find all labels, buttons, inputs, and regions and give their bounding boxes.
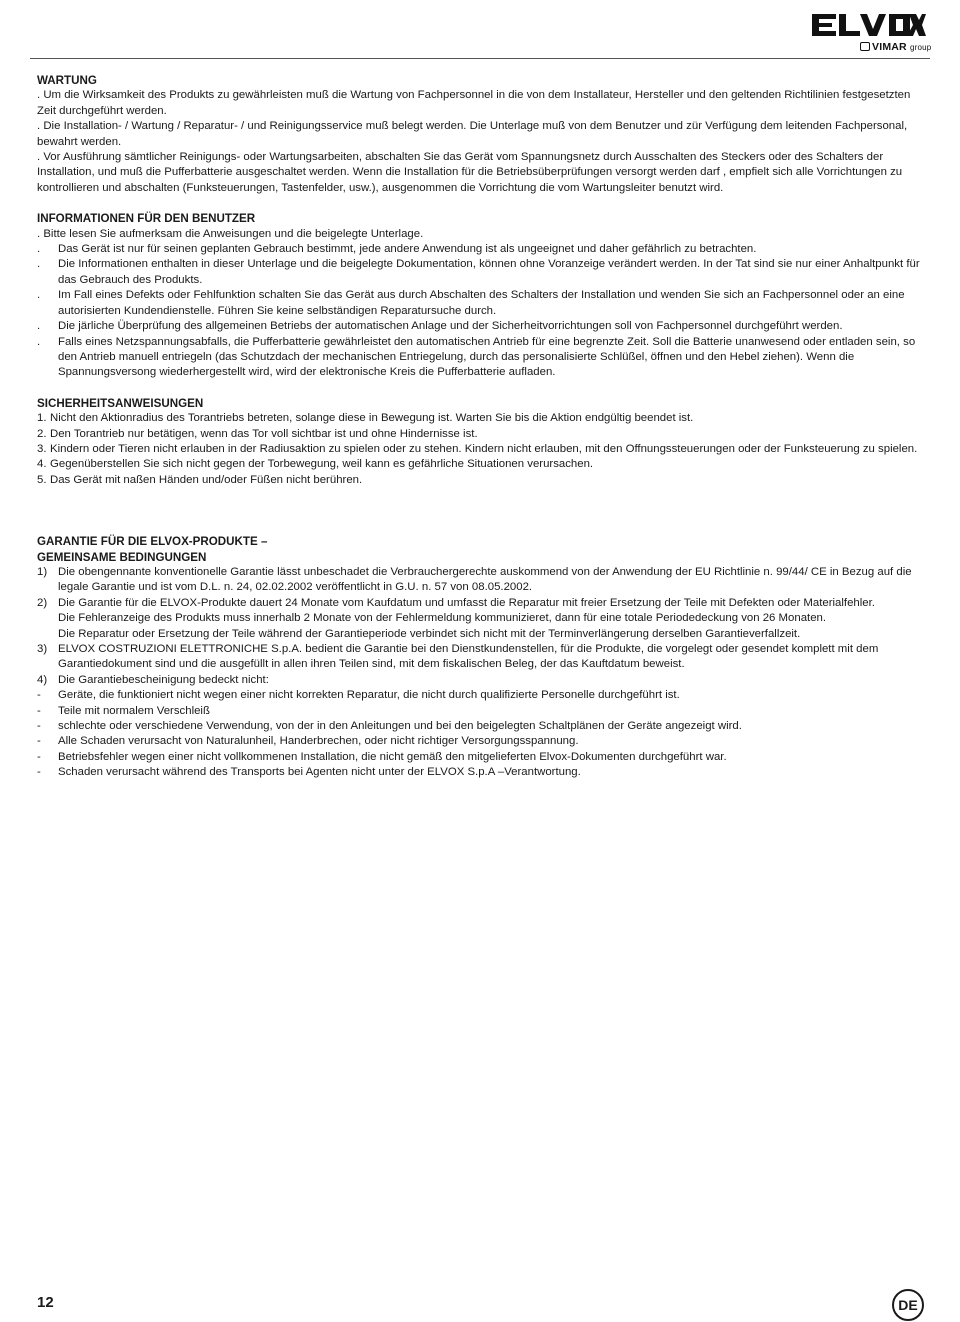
page-number: 12: [37, 1294, 54, 1311]
wartung-paragraph: . Die Installation- / Wartung / Reparatur- / und Reinigungsservice muß belegt werden. Die Unterlage muß von dem Benutzer und zür Verfügung dem leitenden Fachpersonal, bewahrt werden.: [37, 120, 908, 148]
document-body: [37, 73, 925, 781]
language-badge: DE: [892, 1289, 924, 1321]
section-heading-warranty: GARANTIE FÜR DIE ELVOX-PRODUKTE –: [37, 535, 268, 549]
warranty-clause: 3) ELVOX COSTRUZIONI ELETTRONICHE S.p.A. bedient die Garantie bei den Dienstkundenstellen, für die Produkte, die vorgelegt oder gesendet komplett mit dem Garantiedokument sind und die ausgefüllt in allen ihren Teilen sind, mit dem fiskalischen Beleg, der das Kauftdatum beweist.: [37, 643, 879, 671]
section-subheading-warranty: GEMEINSAME BEDINGUNGEN: [37, 550, 207, 564]
warranty-clause: 4) Die Garantiebescheinigung bedeckt nicht:: [37, 673, 269, 686]
section-heading-wartung: WARTUNG: [37, 74, 97, 87]
warranty-clause-continued: Die Fehleranzeige des Produkts muss innerhalb 2 Monate von der Fehlermeldung kommunizieret, dann für eine totale Periodedeckung von 26 Monaten.: [58, 612, 827, 625]
info-item: . Falls eines Netzspannungsabfalls, die Pufferbatterie gewährleistet den automatischen Antrieb für eine begrenzte Zeit. Soll die Batterie unanwesend oder entladen sein, so den Antrieb manuell entriegeln (das Schutzdach der mechanischen Entriegelung, durch das personalisierte Schlüßel, öffnen und den Hebel ziehen). Wenn die Spannungsversong wiederhergestellt wird, wird der elektronische Kreis die Pufferbatterie aufladen.: [37, 335, 916, 379]
vimar-group-label: VIMAR group: [860, 41, 931, 53]
warranty-exclusion: - Alle Schaden verursacht von Naturalunheil, Handerbrechen, oder nicht richtiger Versorgungsspannung.: [37, 735, 579, 748]
warranty-clause-continued: Die Reparatur oder Ersetzung der Teile während der Garantieperiode verbindet sich nicht mit der Terminverlängerung derselben Garantieverfallzeit.: [58, 627, 801, 640]
warranty-exclusion: - Schaden verursacht während des Transports bei Agenten nicht unter der ELVOX S.p.A –Verantwortung.: [37, 766, 581, 779]
warranty-exclusion: - schlechte oder verschiedene Verwendung, von der in den Anleitungen und bei den beigelegten Schaltplänen der Geräte angezeigt wird.: [37, 720, 742, 733]
info-item: . Die järliche Überprüfung des allgemeinen Betriebs der automatischen Anlage und der Sicherheitvorrichtungen soll von Fachpersonnel durchgeführt werden.: [37, 320, 843, 333]
safety-item: 4. Gegenüberstellen Sie sich nicht gegen der Torbewegung, weil kann es gefährliche Situationen verursachen.: [37, 458, 594, 471]
wartung-paragraph: . Um die Wirksamkeit des Produkts zu gewährleisten muß die Wartung von Fachpersonnel in die von dem Installateur, Hersteller und den geltenden Richtilinien festgesetzten Zeit durchgeführt werden.: [37, 89, 911, 117]
info-item: . Im Fall eines Defekts oder Fehlfunktion schalten Sie das Gerät aus durch Abschalten des Schalters der Installation und wenden Sie sich an Fachpersonnel oder an eine autorisierten Kundendienstelle. Führen Sie keine selbständigen Reparatursuche durch.: [37, 289, 905, 317]
safety-item: 5. Das Gerät mit naßen Händen und/oder Füßen nicht berühren.: [37, 473, 363, 486]
warranty-exclusion: - Teile mit normalem Verschleiß: [37, 704, 210, 717]
warranty-clause: 1) Die obengennante konventionelle Garantie lässt unbeschadet die Verbrauchergerechte auskommend von der Anwendung der EU Richtlinie n. 99/44/ CE in Bezug auf die legale Garantie und ist vom D.L. n. 24, 02.02.2002 veröffentlicht in G.U. n. 57 von 08.05.2002.: [37, 565, 912, 594]
elvox-wordmark: [810, 12, 926, 38]
header-rule: [30, 58, 930, 59]
warranty-exclusion: - Geräte, die funktioniert nicht wegen einer nicht korrekten Reparatur, die nicht durch qualifizierte Personelle durchgeführt ist.: [37, 689, 680, 702]
info-item: . Die Informationen enthalten in dieser Unterlage und die beigelegte Dokumentation, können ohne Voranzeige verändert werden. In der Tat sind sie nur einer Anhaltpunkt für das Gebrauch des Produkts.: [37, 258, 920, 286]
vimar-mark-icon: [860, 42, 870, 51]
safety-item: 2. Den Torantrieb nur betätigen, wenn das Tor voll sichtbar ist und ohne Hindernisse ist.: [37, 427, 478, 440]
section-heading-info: INFORMATIONEN FÜR DEN BENUTZER: [37, 212, 256, 226]
info-item: . Das Gerät ist nur für seinen geplanten Gebrauch bestimmt, jede andere Anwendung ist als ungeeignet und daher gefährlich zu betrachten.: [37, 243, 757, 256]
elvox-logo: [810, 12, 932, 56]
safety-item: 3. Kindern oder Tieren nicht erlauben in der Radiusaktion zu spielen oder zu stehen. Kindern nicht erlauben, mit den Offnungssteuerungen oder der Funksteuerung zu spielen.: [37, 442, 918, 455]
section-heading-safety: SICHERHEITSANWEISUNGEN: [37, 396, 204, 410]
safety-item: 1. Nicht den Aktionradius des Torantriebs betreten, solange diese in Bewegung ist. Warten Sie bis die Aktion endgültig beendet ist.: [37, 412, 694, 425]
info-paragraph: . Bitte lesen Sie aufmerksam die Anweisungen und die beigelegte Unterlage.: [37, 227, 424, 240]
warranty-clause: 2) Die Garantie für die ELVOX-Produkte dauert 24 Monate vom Kaufdatum und umfasst die Reparatur mit freier Ersetzung der Teile mit Defekten oder Materialfehler.: [37, 596, 875, 609]
wartung-paragraph: . Vor Ausführung sämtlicher Reinigungs- oder Wartungsarbeiten, abschalten Sie das Gerät vom Spannungsnetz durch Ausschalten des Steckers oder des Schalters der Installation, und muß die Pufferbatterie ausgeschaltet werden. Wenn die Installation für die Betriebsüberprüfungen versorgt werden darf , empfielt sich alle Vorrichtungen zu kontrollieren und abschalten (Funksteuerungen, Tastenfelder, usw.), ausgenommen die Vorrichtung die vom Wartungsleiter benutzt wird.: [37, 151, 903, 194]
warranty-exclusion: - Betriebsfehler wegen einer nicht vollkommenen Installation, die nicht gemäß den mitgelieferten Elvox-Dokumenten durchgeführt war.: [37, 750, 727, 763]
